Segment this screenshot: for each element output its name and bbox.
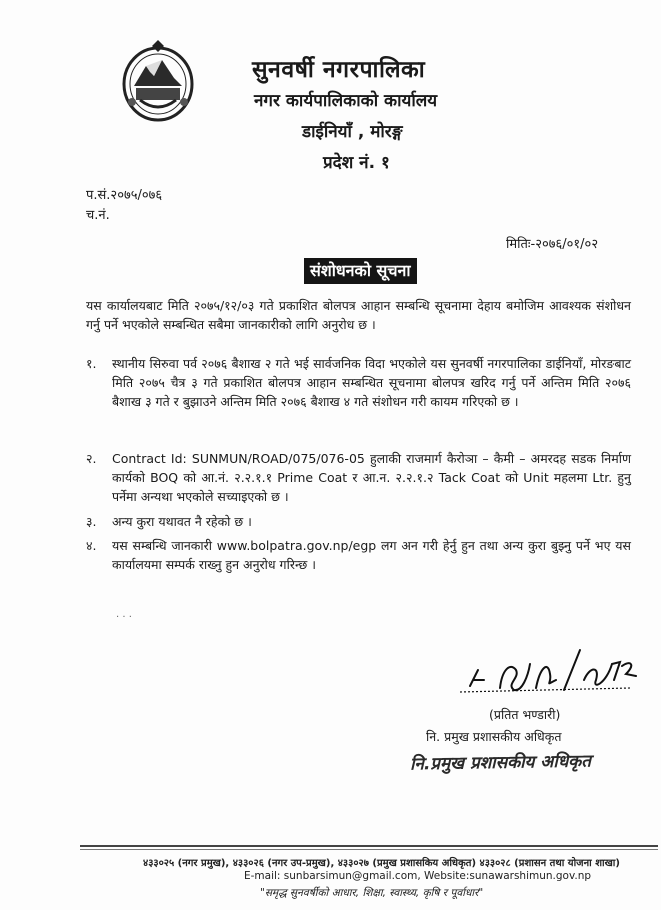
government-emblem-icon [118,40,198,126]
list-item [86,512,631,531]
list-item-text: स्थानीय सिरुवा पर्व २०७६ बैशाख २ गते भई सार्वजनिक विदा भएकोले यस सुनवर्षी नगरपालिका डाईनियाँ, मोरङबाट मिति २०७५ चैत्र ३ गते प्रकाशित बोलपत्र आहान सम्बन्धित सूचनामा बोलपत्र खरिद गर्नु पर्ने अन्तिम मिति २०७६ बैशाख ३ गते र बुझाउने अन्तिम मिति २०७६ बैशाख ४ गते संशोधन गरी कायम गरिएको छ । [112,356,631,409]
footer-email-website: E-mail: sunbarsimun@gmail.com, Website:sunawarshimun.gov.np [244,870,592,882]
office-name: नगर कार्यपालिकाको कार्यालय [254,91,438,111]
list-item-text: अन्य कुरा यथावत नै रहेको छ । [112,514,252,529]
footer-divider [80,845,658,847]
list-item-number: २. [86,451,97,466]
list-item [86,536,631,574]
dispatch-number: च.नं. [86,208,110,223]
list-item-number: ३. [86,514,97,529]
reference-number: प.सं.२०७५/०७६ [86,188,163,203]
scan-speck: · · · [116,612,132,623]
footer-slogan: "समृद्ध सुनवर्षीको आधार, शिक्षा, स्वास्थ्य, कृषि र पूर्वाधार" [260,887,484,899]
list-item-text: Contract Id: SUNMUN/ROAD/075/076-05 हुलाकी राजमार्ग कैरोञा – कैमी – अमरदह सडक निर्माण कार्यको BOQ को आ.नं. २.२.१.१ Prime Coat र आ.न. २.२.१.२ Tack Coat को Unit महलमा Ltr. हुनु पर्नेमा अन्यथा भएकोले सच्याइएको छ । [112,451,631,504]
list-item [86,449,631,506]
handwritten-signature [440,640,640,700]
list-item-number: ४. [86,538,97,553]
signer-title: नि. प्रमुख प्रशासकीय अधिकृत [426,729,562,744]
organization-name: सुनवर्षी नगरपालिका [252,57,426,83]
notice-intro: यस कार्यालयबाट मिति २०७५/१२/०३ गते प्रकाशित बोलपत्र आहान सम्बन्धि सूचनामा देहाय बमोजिम आवश्यक संशोधन गर्नु पर्ने भएकोले सम्बन्धित सबैमा जानकारीको लागि अनुरोध छ । [86,298,631,332]
notice-date: मितिः-२०७६/०१/०२ [506,237,599,252]
office-location: डाईनियाँ , मोरङ्ग [302,122,403,142]
list-item-text: यस सम्बन्धि जानकारी www.bolpatra.gov.np/egp लग अन गरी हेर्नु हुन तथा अन्य कुरा बुझ्नु पर्ने भए यस कार्यालयमा सम्पर्क राख्नु हुन अनुरोध गरिन्छ । [112,538,631,572]
designation-stamp: नि.प्रमुख प्रशासकीय अधिकृत [409,751,592,775]
footer-contacts: ४३३०२५ (नगर प्रमुख), ४३३०२६ (नगर उप-प्रमुख), ४३३०२७ (प्रमुख प्रशासकिय अधिकृत) ४३३०२८ (प्रशासन तथा योजना शाखा) [143,858,620,869]
province-number: प्रदेश नं. १ [323,153,390,173]
list-item-number: १. [86,356,97,371]
footer-divider-thin [80,849,658,850]
notice-title: संशोधनको सूचना [304,258,417,284]
signer-name: (प्रतित भण्डारी) [489,707,561,722]
list-item [86,354,631,411]
